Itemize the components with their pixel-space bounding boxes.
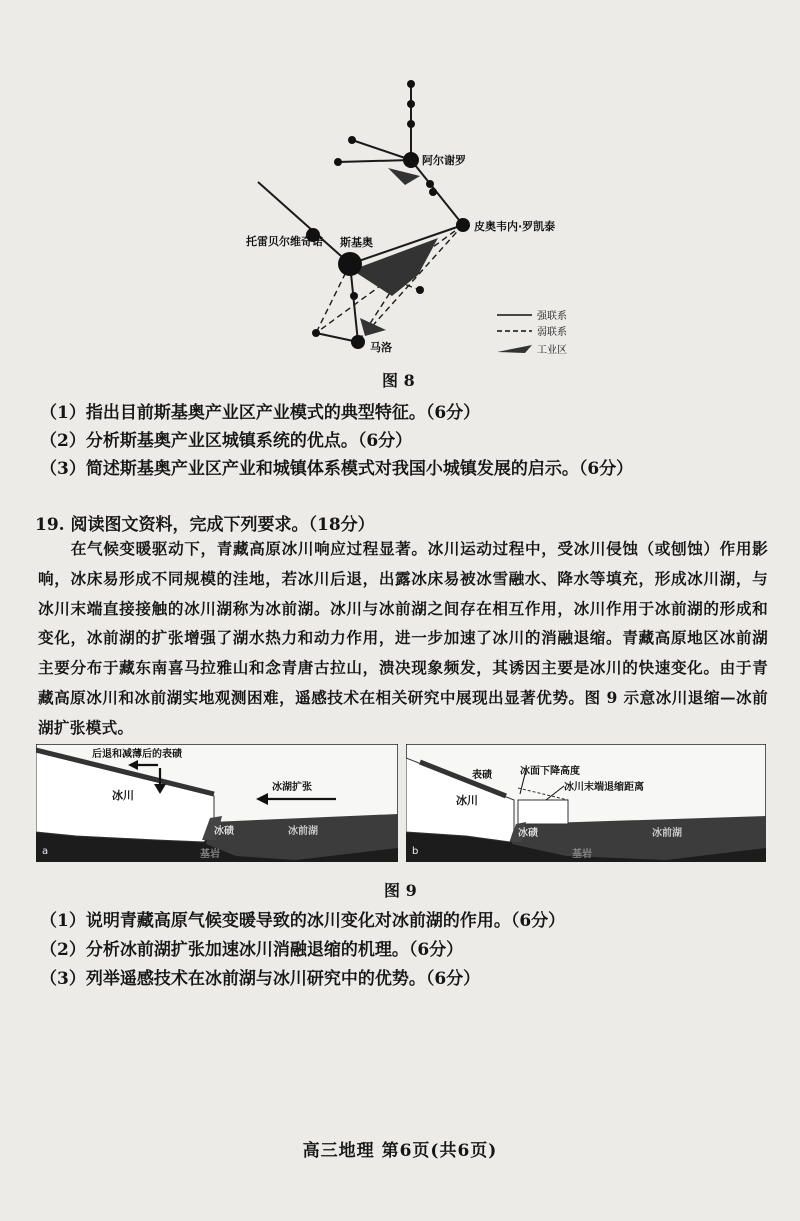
page-footer: 高三地理 第6页(共6页) (302, 1141, 498, 1161)
figure-9-caption: 图 9 (384, 881, 417, 900)
legend-industrial: 工业区 (537, 345, 567, 356)
panel-a-bedrock-label: 基岩 (200, 849, 220, 860)
aerxieluo-node (403, 152, 419, 168)
figure-9-panel-b (406, 744, 766, 862)
maluo-node (351, 335, 365, 349)
tuoleibeierweiqinuo-label: 托雷贝尔维奇诺 (246, 235, 323, 248)
figure-8-legend (497, 309, 567, 356)
panel-a-glacier-label: 冰川 (112, 789, 134, 802)
panel-b-lake-label: 冰前湖 (652, 828, 682, 839)
panel-a-surface-label: 后退和减薄后的表碛 (92, 749, 182, 760)
legend-weak: 弱联系 (537, 327, 567, 338)
panel-a-lake-label: 冰前湖 (288, 826, 318, 837)
panel-b-bedrock-label: 基岩 (572, 849, 592, 860)
q19-paragraph: 在气候变暖驱动下，青藏高原冰川响应过程显著。冰川运动过程中，受冰川侵蚀（或刨蚀）作用影响，冰床易形成不同规模的洼地，若冰川后退，出露冰床易被冰雪融水、降水等填充，形成冰川湖，与冰川末端直接接触的冰川湖称为冰前湖。冰川与冰前湖之间存在相互作用，冰川作用于冰前湖的形成和变化，冰前湖的扩张增强了湖水热力和动力作用，进一步加速了冰川的消融退缩。青藏高原地区冰前湖主要分布于藏东南喜马拉雅山和念青唐古拉山，溃决现象频发，其诱因主要是冰川的快速变化。由于青藏高原冰川和冰前湖实地观测困难，遥感技术在相关研究中展现出显著优势。图 9 示意冰川退缩—冰前湖扩张模式。 (38, 539, 768, 737)
q18-sub2: （2）分析斯基奥产业区城镇系统的优点。（6分） (40, 431, 413, 451)
legend-strong: 强联系 (537, 311, 567, 322)
q18-sub3: （3）简述斯基奥产业区产业和城镇体系模式对我国小城镇发展的启示。（6分） (40, 459, 634, 479)
piaobeineiluokaitai-label: 皮奥韦内·罗凯泰 (474, 220, 556, 233)
panel-a-ice-cliff-label: 冰碛 (214, 826, 234, 837)
aerxieluo-label: 阿尔谢罗 (422, 154, 466, 167)
figure-8-network-map (240, 65, 590, 365)
panel-b-ice-cliff-label: 冰碛 (518, 828, 538, 839)
figure-9-panel-a (36, 744, 398, 862)
figure-8-caption: 图 8 (382, 371, 415, 390)
q18-sub1: （1）指出目前斯基奥产业区产业模式的典型特征。（6分） (40, 403, 481, 423)
piaobeineiluokaitai-node (456, 218, 470, 232)
maluo-label: 马洛 (370, 341, 392, 354)
sijiao-node (338, 252, 362, 276)
q19-title: 19. 阅读图文资料，完成下列要求。（18分） (35, 515, 375, 535)
panel-a-expand-label: 冰湖扩张 (272, 782, 312, 793)
q19-sub2: （2）分析冰前湖扩张加速冰川消融退缩的机理。（6分） (40, 940, 464, 960)
panel-b-surface-drop-label: 冰面下降高度 (520, 766, 580, 777)
q19-sub3: （3）列举遥感技术在冰前湖与冰川研究中的优势。（6分） (40, 969, 481, 989)
panel-b-glacier-label: 冰川 (456, 794, 478, 807)
panel-b-letter: b (412, 846, 419, 857)
sijiao-label: 斯基奥 (340, 236, 373, 249)
panel-b-retreat-label: 冰川末端退缩距离 (564, 782, 644, 793)
panel-a-letter: a (42, 846, 49, 857)
panel-b-moraine-label: 表碛 (472, 770, 492, 781)
q19-sub1: （1）说明青藏高原气候变暖导致的冰川变化对冰前湖的作用。（6分） (40, 911, 566, 931)
